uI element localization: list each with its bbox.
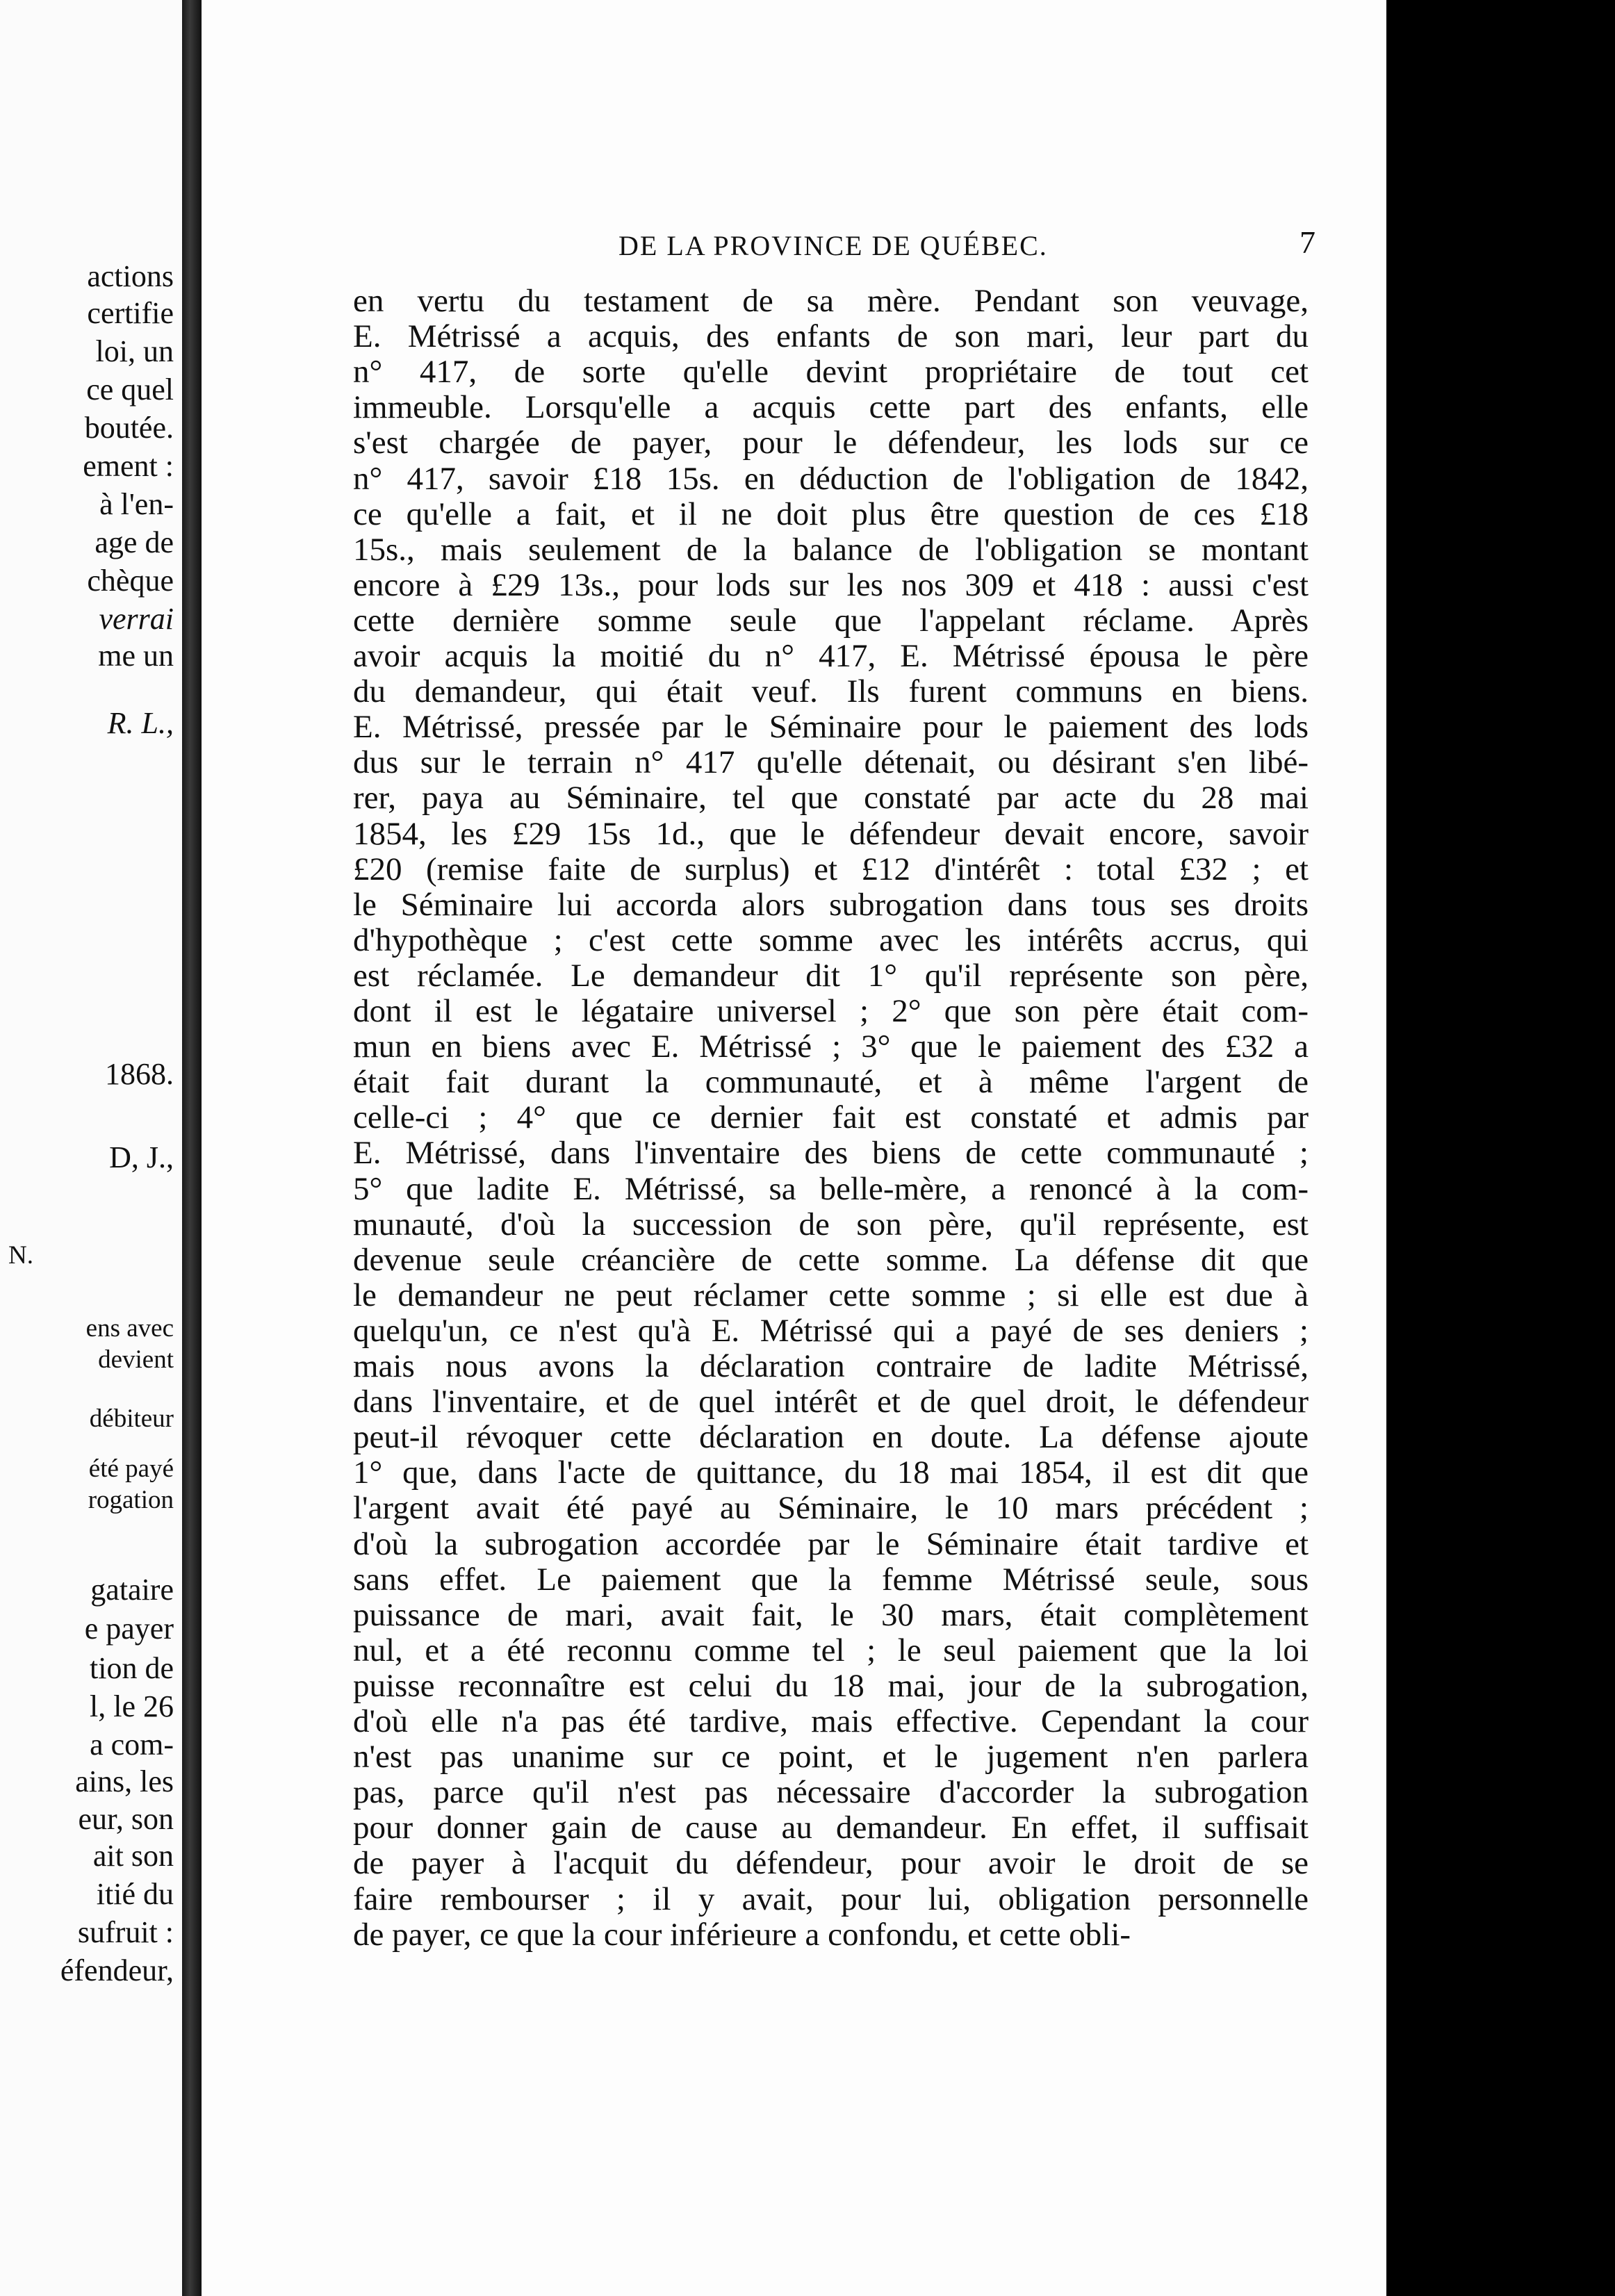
left-fragment: D, J., [109, 1140, 174, 1174]
text-line: E. Métrissé a acquis, des enfants de son mari, leur part du [353, 318, 1309, 355]
text-line: l'argent avait été payé au Séminaire, le 10 mars précédent ; [353, 1490, 1309, 1527]
text-line: devenue seule créancière de cette somme. La défense dit que [353, 1241, 1309, 1278]
left-fragment: à l'en- [99, 487, 174, 521]
left-fragment: ait son [92, 1839, 174, 1873]
left-page-fragment [0, 0, 182, 2296]
text-line: le demandeur ne peut réclamer cette somme ; si elle est due à [353, 1277, 1309, 1313]
text-line: E. Métrissé, dans l'inventaire des biens de cette communauté ; [353, 1135, 1309, 1172]
text-line: rer, paya au Séminaire, tel que constaté par acte du 28 mai [353, 780, 1309, 817]
text-line: le Séminaire lui accorda alors subrogation dans tous ses droits [353, 886, 1309, 923]
left-fragment: a com- [90, 1728, 174, 1762]
text-line: puissance de mari, avait fait, le 30 mars, était complètement [353, 1596, 1309, 1633]
left-fragment: sufruit : [77, 1915, 174, 1949]
text-line: d'où elle n'a pas été tardive, mais effective. Cependant la cour [353, 1703, 1309, 1739]
left-fragment: ains, les [75, 1764, 174, 1798]
text-line: avoir acquis la moitié du n° 417, E. Métrissé épousa le père [353, 638, 1309, 674]
left-fragment: ens avec [85, 1314, 174, 1343]
left-fragment: N. [8, 1241, 33, 1270]
left-fragment: gataire [90, 1573, 174, 1607]
text-line: ce qu'elle a fait, et il ne doit plus être question de ces £18 [353, 495, 1309, 532]
scan-border [1386, 0, 1615, 2296]
text-line: de payer, ce que la cour inférieure a confondu, et cette obli- [353, 1916, 1131, 1953]
book-gutter [182, 0, 202, 2296]
left-fragment: devient [98, 1345, 174, 1374]
text-line: en vertu du testament de sa mère. Pendant son veuvage, [353, 283, 1309, 319]
text-line: peut-il révoquer cette déclaration en doute. La défense ajoute [353, 1419, 1309, 1456]
text-line: dus sur le terrain n° 417 qu'elle détenait, ou désirant s'en libé- [353, 744, 1309, 781]
left-fragment: rogation [88, 1486, 174, 1514]
text-line: E. Métrissé, pressée par le Séminaire pour le paiement des lods [353, 709, 1309, 746]
left-fragment: actions [87, 259, 174, 293]
left-fragment: été payé [88, 1454, 174, 1483]
text-line: 5° que ladite E. Métrissé, sa belle-mère, a renoncé à la com- [353, 1170, 1309, 1207]
left-fragment: l, le 26 [90, 1689, 174, 1723]
left-fragment: verrai [99, 602, 174, 636]
left-fragment: e payer [84, 1612, 174, 1646]
text-line: était fait durant la communauté, et à même l'argent de [353, 1064, 1309, 1101]
left-fragment: chèque [87, 564, 174, 598]
text-line: nul, et a été reconnu comme tel ; le seul paiement que la loi [353, 1632, 1309, 1668]
left-fragment: me un [98, 639, 174, 673]
text-line: pour donner gain de cause au demandeur. En effet, il suffisait [353, 1810, 1309, 1846]
text-line: 1° que, dans l'acte de quittance, du 18 mai 1854, il est dit que [353, 1454, 1309, 1491]
left-fragment: loi, un [95, 334, 174, 368]
text-line: munauté, d'où la succession de son père, qu'il représente, est [353, 1206, 1309, 1243]
text-line: pas, parce qu'il n'est pas nécessaire d'accorder la subrogation [353, 1774, 1309, 1811]
text-line: mais nous avons la déclaration contraire de ladite Métrissé, [353, 1348, 1309, 1384]
text-line: cette dernière somme seule que l'appelant réclame. Après [353, 602, 1309, 639]
left-fragment: 1868. [105, 1057, 174, 1091]
text-line: mun en biens avec E. Métrissé ; 3° que le paiement des £32 a [353, 1028, 1309, 1065]
text-line: quelqu'un, ce n'est qu'à E. Métrissé qui a payé de ses deniers ; [353, 1312, 1309, 1349]
text-line: n° 417, de sorte qu'elle devint propriétaire de tout cet [353, 354, 1309, 391]
text-line: n° 417, savoir £18 15s. en déduction de l'obligation de 1842, [353, 460, 1309, 497]
text-line: de payer à l'acquit du défendeur, pour avoir le droit de se [353, 1845, 1309, 1882]
text-line: d'hypothèque ; c'est cette somme avec les intérêts accrus, qui [353, 921, 1309, 958]
text-line: sans effet. Le paiement que la femme Métrissé seule, sous [353, 1561, 1309, 1598]
left-fragment: ce quel [86, 372, 174, 407]
left-fragment: eur, son [78, 1802, 174, 1836]
left-fragment: éfendeur, [60, 1953, 174, 1987]
running-title: DE LA PROVINCE DE QUÉBEC. [618, 230, 1048, 261]
page-number: 7 [1300, 224, 1315, 260]
text-line: du demandeur, qui était veuf. Ils furent communs en biens. [353, 673, 1309, 710]
text-line: celle-ci ; 4° que ce dernier fait est constaté et admis par [353, 1099, 1309, 1136]
text-line: dont il est le légataire universel ; 2° que son père était com- [353, 993, 1309, 1029]
left-fragment: certifie [87, 296, 174, 330]
text-line: 1854, les £29 15s 1d., que le défendeur devait encore, savoir [353, 815, 1309, 852]
left-fragment: boutée. [84, 411, 174, 445]
text-line: 15s., mais seulement de la balance de l'obligation se montant [353, 531, 1309, 568]
text-line: est réclamée. Le demandeur dit 1° qu'il représente son père, [353, 957, 1309, 994]
left-fragment: R. L., [107, 706, 174, 740]
text-line: faire rembourser ; il y avait, pour lui, obligation personnelle [353, 1880, 1309, 1917]
left-fragment: tion de [90, 1651, 174, 1685]
text-line: n'est pas unanime sur ce point, et le jugement n'en parlera [353, 1739, 1309, 1776]
text-line: £20 (remise faite de surplus) et £12 d'intérêt : total £32 ; et [353, 851, 1309, 887]
text-line: encore à £29 13s., pour lods sur les nos 309 et 418 : aussi c'est [353, 566, 1309, 603]
text-line: puisse reconnaître est celui du 18 mai, jour de la subrogation, [353, 1667, 1309, 1704]
text-line: s'est chargée de payer, pour le défendeur, les lods sur ce [353, 425, 1309, 461]
left-fragment: ement : [83, 449, 174, 483]
left-fragment: itié du [96, 1877, 174, 1911]
left-fragment: débiteur [89, 1404, 174, 1433]
text-line: d'où la subrogation accordée par le Séminaire était tardive et [353, 1525, 1309, 1562]
text-line: dans l'inventaire, et de quel intérêt et de quel droit, le défendeur [353, 1384, 1309, 1420]
left-fragment: age de [95, 525, 174, 559]
text-line: immeuble. Lorsqu'elle a acquis cette part des enfants, elle [353, 389, 1309, 426]
